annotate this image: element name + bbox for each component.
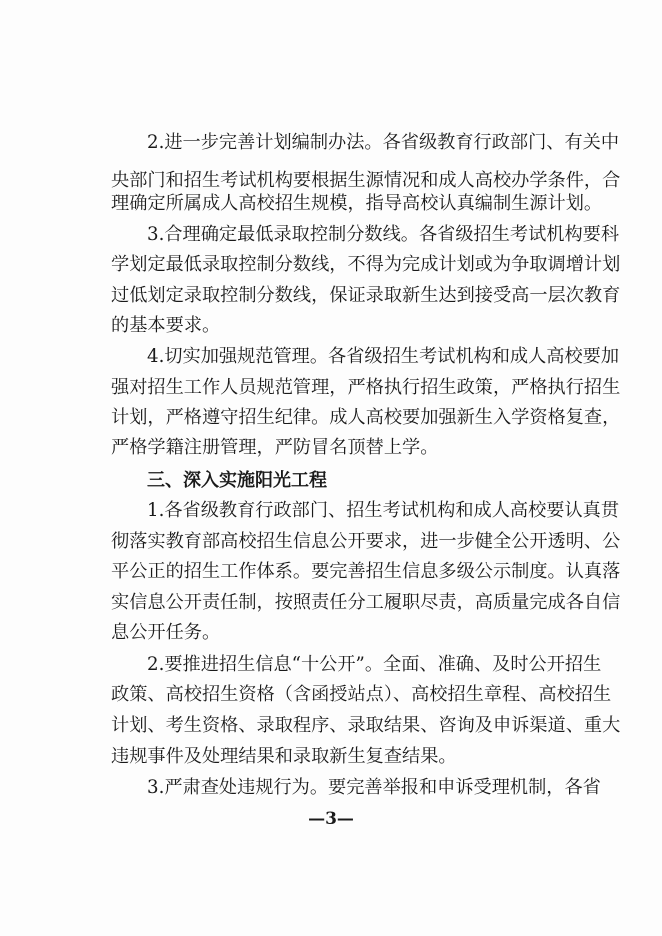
- paragraph-4-line-4: 严格学籍注册管理，严防冒名顶替上学。: [111, 437, 439, 458]
- paragraph-4-line-2: 强对招生工作人员规范管理，严格执行招生政策，严格执行招生: [111, 377, 621, 398]
- paragraph-3-line-2: 学划定最低录取控制分数线，不得为完成计划或为争取调增计划: [111, 254, 621, 275]
- paragraph-3-line-3: 过低划定录取控制分数线，保证录取新生达到接受高一层次教育: [111, 285, 621, 306]
- section-paragraph-1-line-3: 平公正的招生工作体系。要完善招生信息多级公示制度。认真落: [111, 561, 621, 582]
- section-paragraph-2-line-2: 政策、高校招生资格（含函授站点）、高校招生章程、高校招生: [111, 684, 612, 705]
- paragraph-2-line-3: 理确定所属成人高校招生规模，指导高校认真编制生源计划。: [111, 193, 603, 214]
- section-paragraph-2-line-3: 计划、考生资格、录取程序、录取结果、咨询及申诉渠道、重大: [111, 715, 621, 736]
- section-paragraph-2-line-4: 违规事件及处理结果和录取新生复查结果。: [111, 746, 457, 767]
- section-paragraph-1-line-1: 1.各省级教育行政部门、招生考试机构和成人高校要认真贯: [147, 500, 620, 521]
- paragraph-2-line-2: 央部门和招生考试机构要根据生源情况和成人高校办学条件，合: [111, 170, 621, 191]
- section-paragraph-3-line-1: 3.严肃查处违规行为。要完善举报和申诉受理机制，各省: [147, 777, 601, 798]
- section-paragraph-1-line-2: 彻落实教育部高校招生信息公开要求，进一步健全公开透明、公: [111, 531, 621, 552]
- section-heading: 三、深入实施阳光工程: [147, 470, 327, 491]
- section-paragraph-1-line-4: 实信息公开责任制，按照责任分工履职尽责，高质量完成各自信: [111, 592, 621, 613]
- paragraph-3-line-4: 的基本要求。: [111, 315, 221, 336]
- section-paragraph-1-line-5: 息公开任务。: [111, 622, 221, 643]
- section-paragraph-2-line-1: 2.要推进招生信息“十公开”。全面、准确、及时公开招生: [147, 654, 602, 675]
- paragraph-4-line-1: 4.切实加强规范管理。各省级招生考试机构和成人高校要加: [147, 346, 620, 367]
- paragraph-2-line-1: 2.进一步完善计划编制办法。各省级教育行政部门、有关中: [147, 132, 620, 153]
- paragraph-4-line-3: 计划，严格遵守招生纪律。成人高校要加强新生入学资格复查，: [111, 407, 621, 428]
- page-number: —3—: [308, 809, 354, 829]
- paragraph-3-line-1: 3.合理确定最低录取控制分数线。各省级招生考试机构要科: [147, 224, 620, 245]
